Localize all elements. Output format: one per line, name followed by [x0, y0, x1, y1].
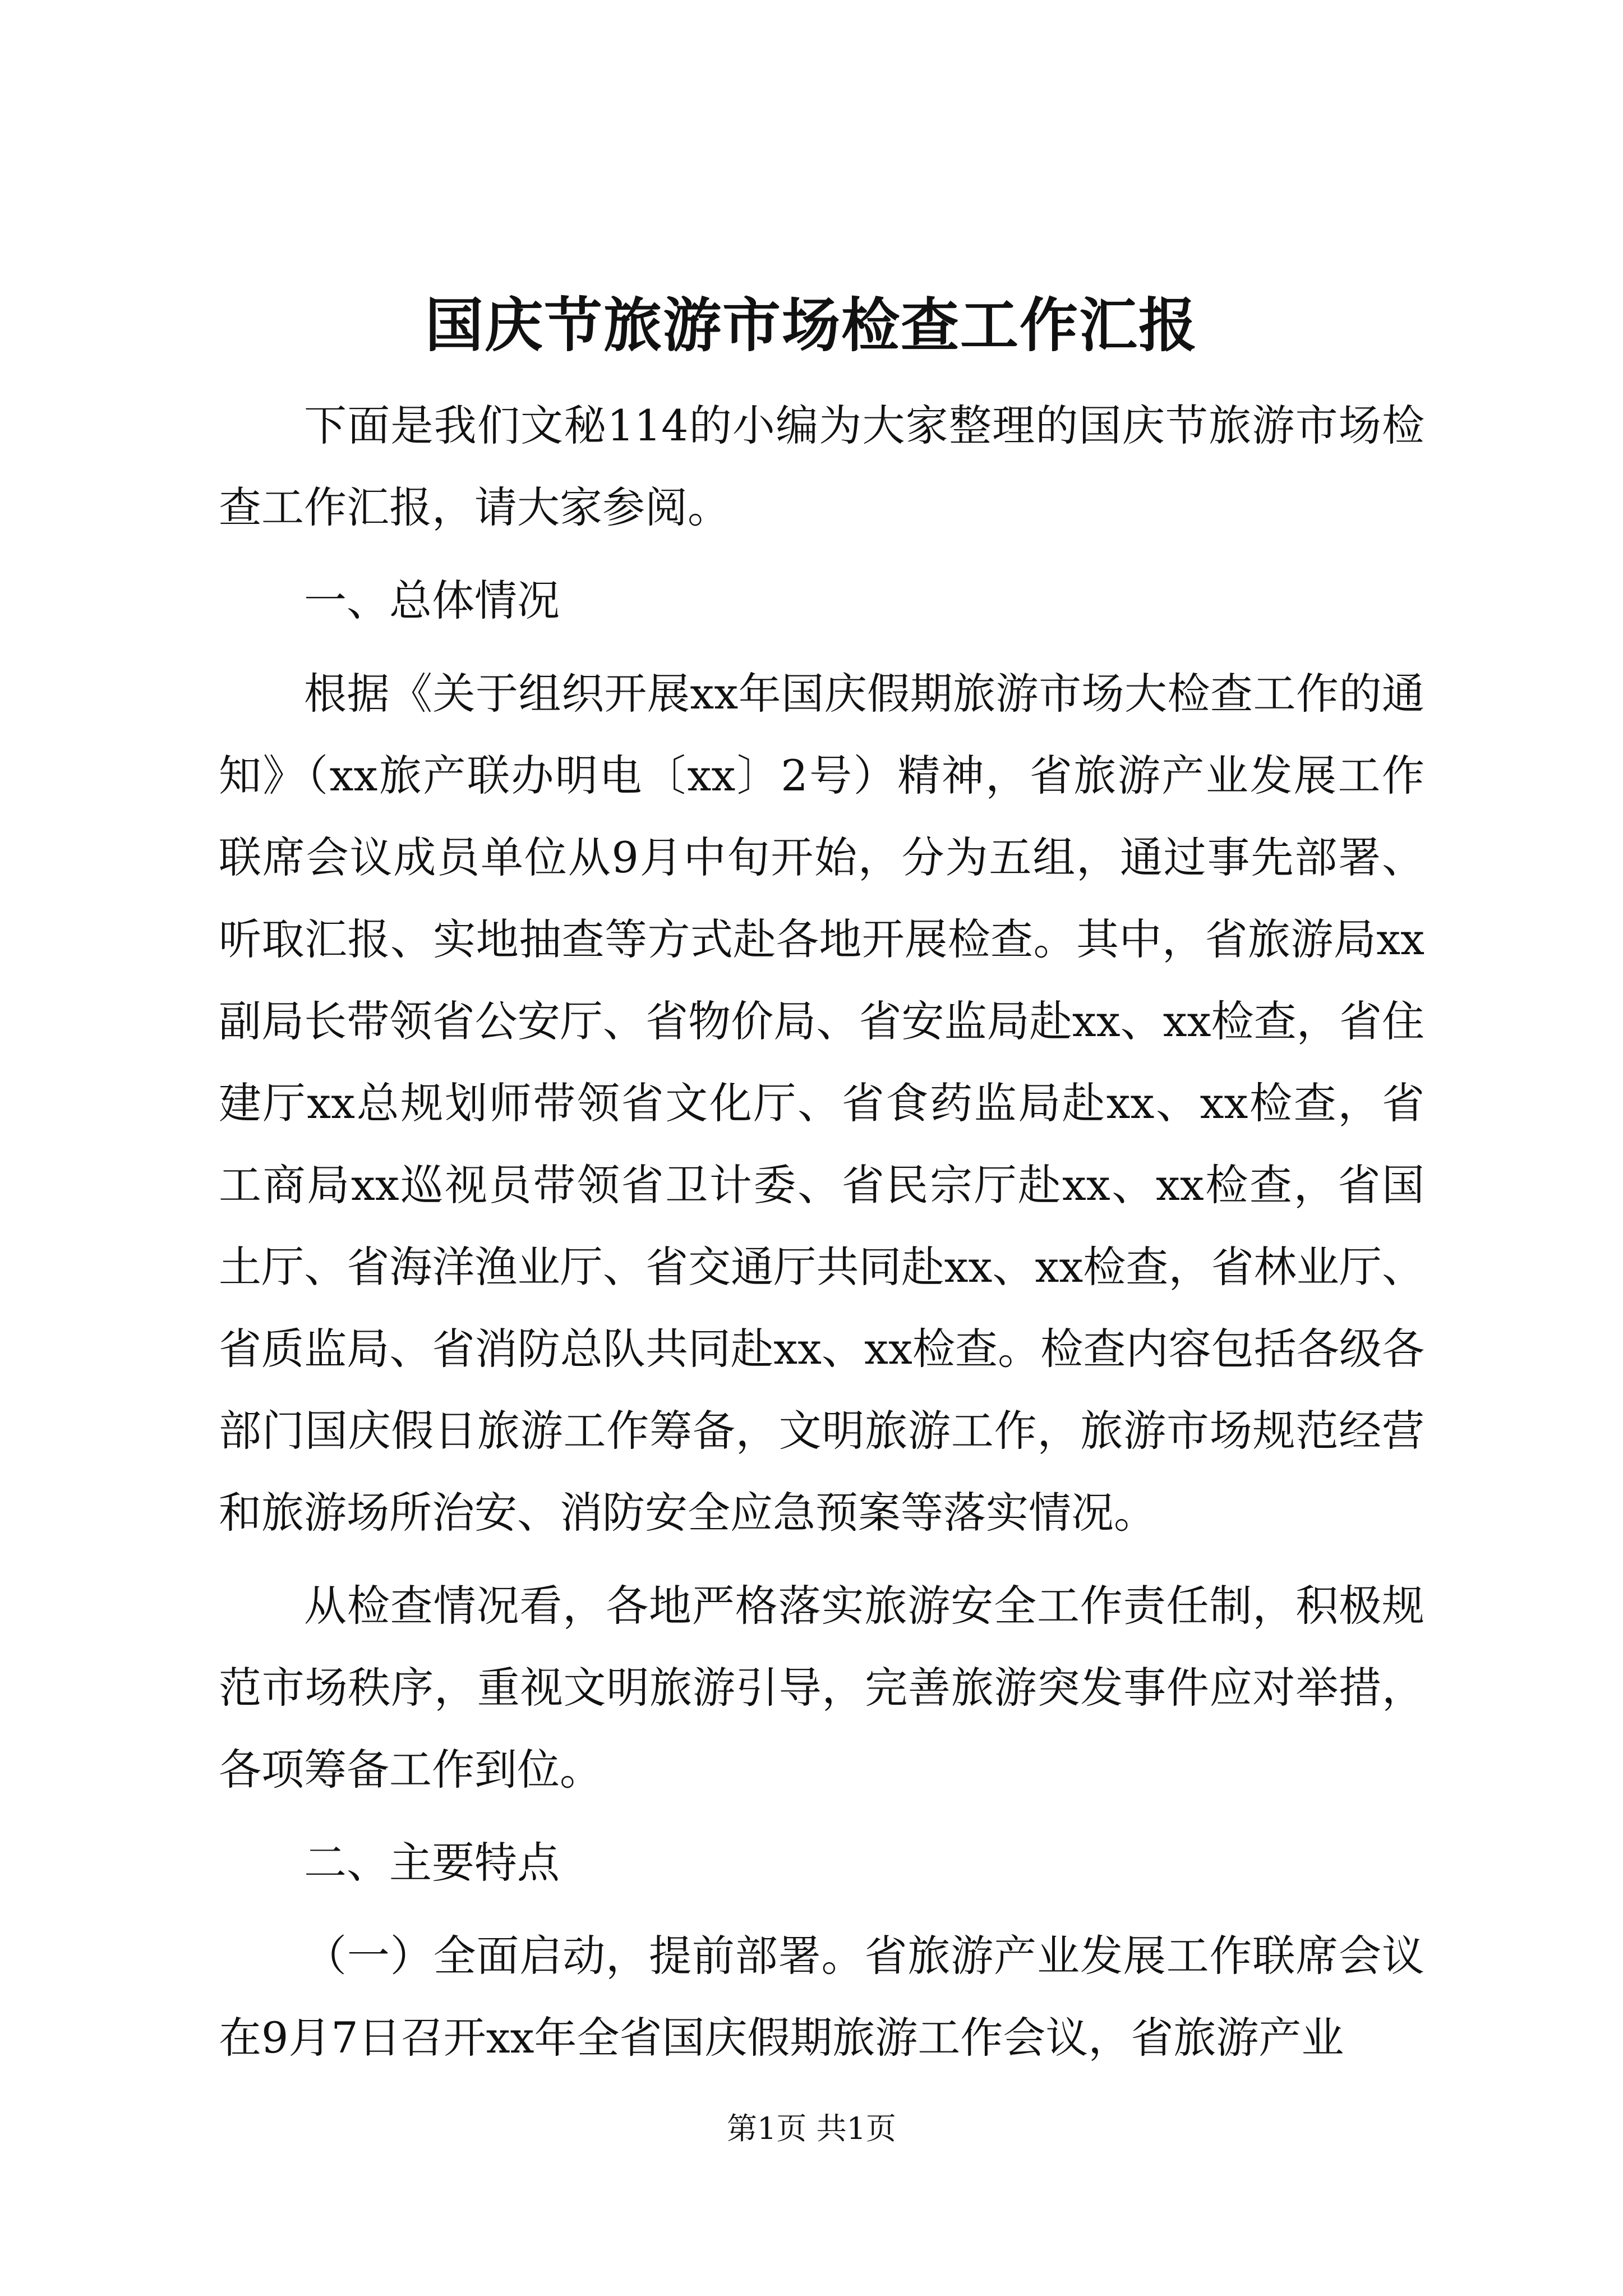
document-title: 国庆节旅游市场检查工作汇报 — [425, 291, 1198, 360]
page-footer: 第1页 共1页 — [727, 2111, 896, 2146]
overview-paragraph: 根据《关于组织开展xx年国庆假期旅游市场大检查工作的通知》（xx旅产联办明电〔xx〕2号）精神，省旅游产业发展工作联席会议成员单位从9月中旬开始，分为五组，通过事先部署、听取汇报、实地抽查等方式赴各地开展检查。其中，省旅游局xx副局长带领省公安厅、省物价局、省安监局赴xx、xx检查，省住建厅xx总规划师带领省文化厅、省食药监局赴xx、xx检查，省工商局xx巡视员带领省卫计委、省民宗厅赴xx、xx检查，省国土厅、省海洋渔业厅、省交通厅共同赴xx、xx检查，省林业厅、省质监局、省消防总队共同赴xx、xx检查。检查内容包括各级各部门国庆假日旅游工作筹备，文明旅游工作，旅游市场规范经营和旅游场所治安、消防安全应急预案等落实情况。 — [219, 669, 1424, 1538]
inspection-summary-paragraph: 从检查情况看，各地严格落实旅游安全工作责任制，积极规范市场秩序，重视文明旅游引导，完善旅游突发事件应对举措，各项筹备工作到位。 — [219, 1581, 1424, 1795]
feature-one-paragraph: （一）全面启动，提前部署。省旅游产业发展工作联席会议在9月7日召开xx年全省国庆假期旅游工作会议，省旅游产业 — [219, 1931, 1424, 2063]
section-heading-features: 二、主要特点 — [304, 1838, 560, 1888]
intro-paragraph: 下面是我们文秘114的小编为大家整理的国庆节旅游市场检查工作汇报，请大家参阅。 — [219, 401, 1424, 532]
section-heading-overview: 一、总体情况 — [304, 576, 560, 625]
document-body — [219, 385, 1424, 2090]
